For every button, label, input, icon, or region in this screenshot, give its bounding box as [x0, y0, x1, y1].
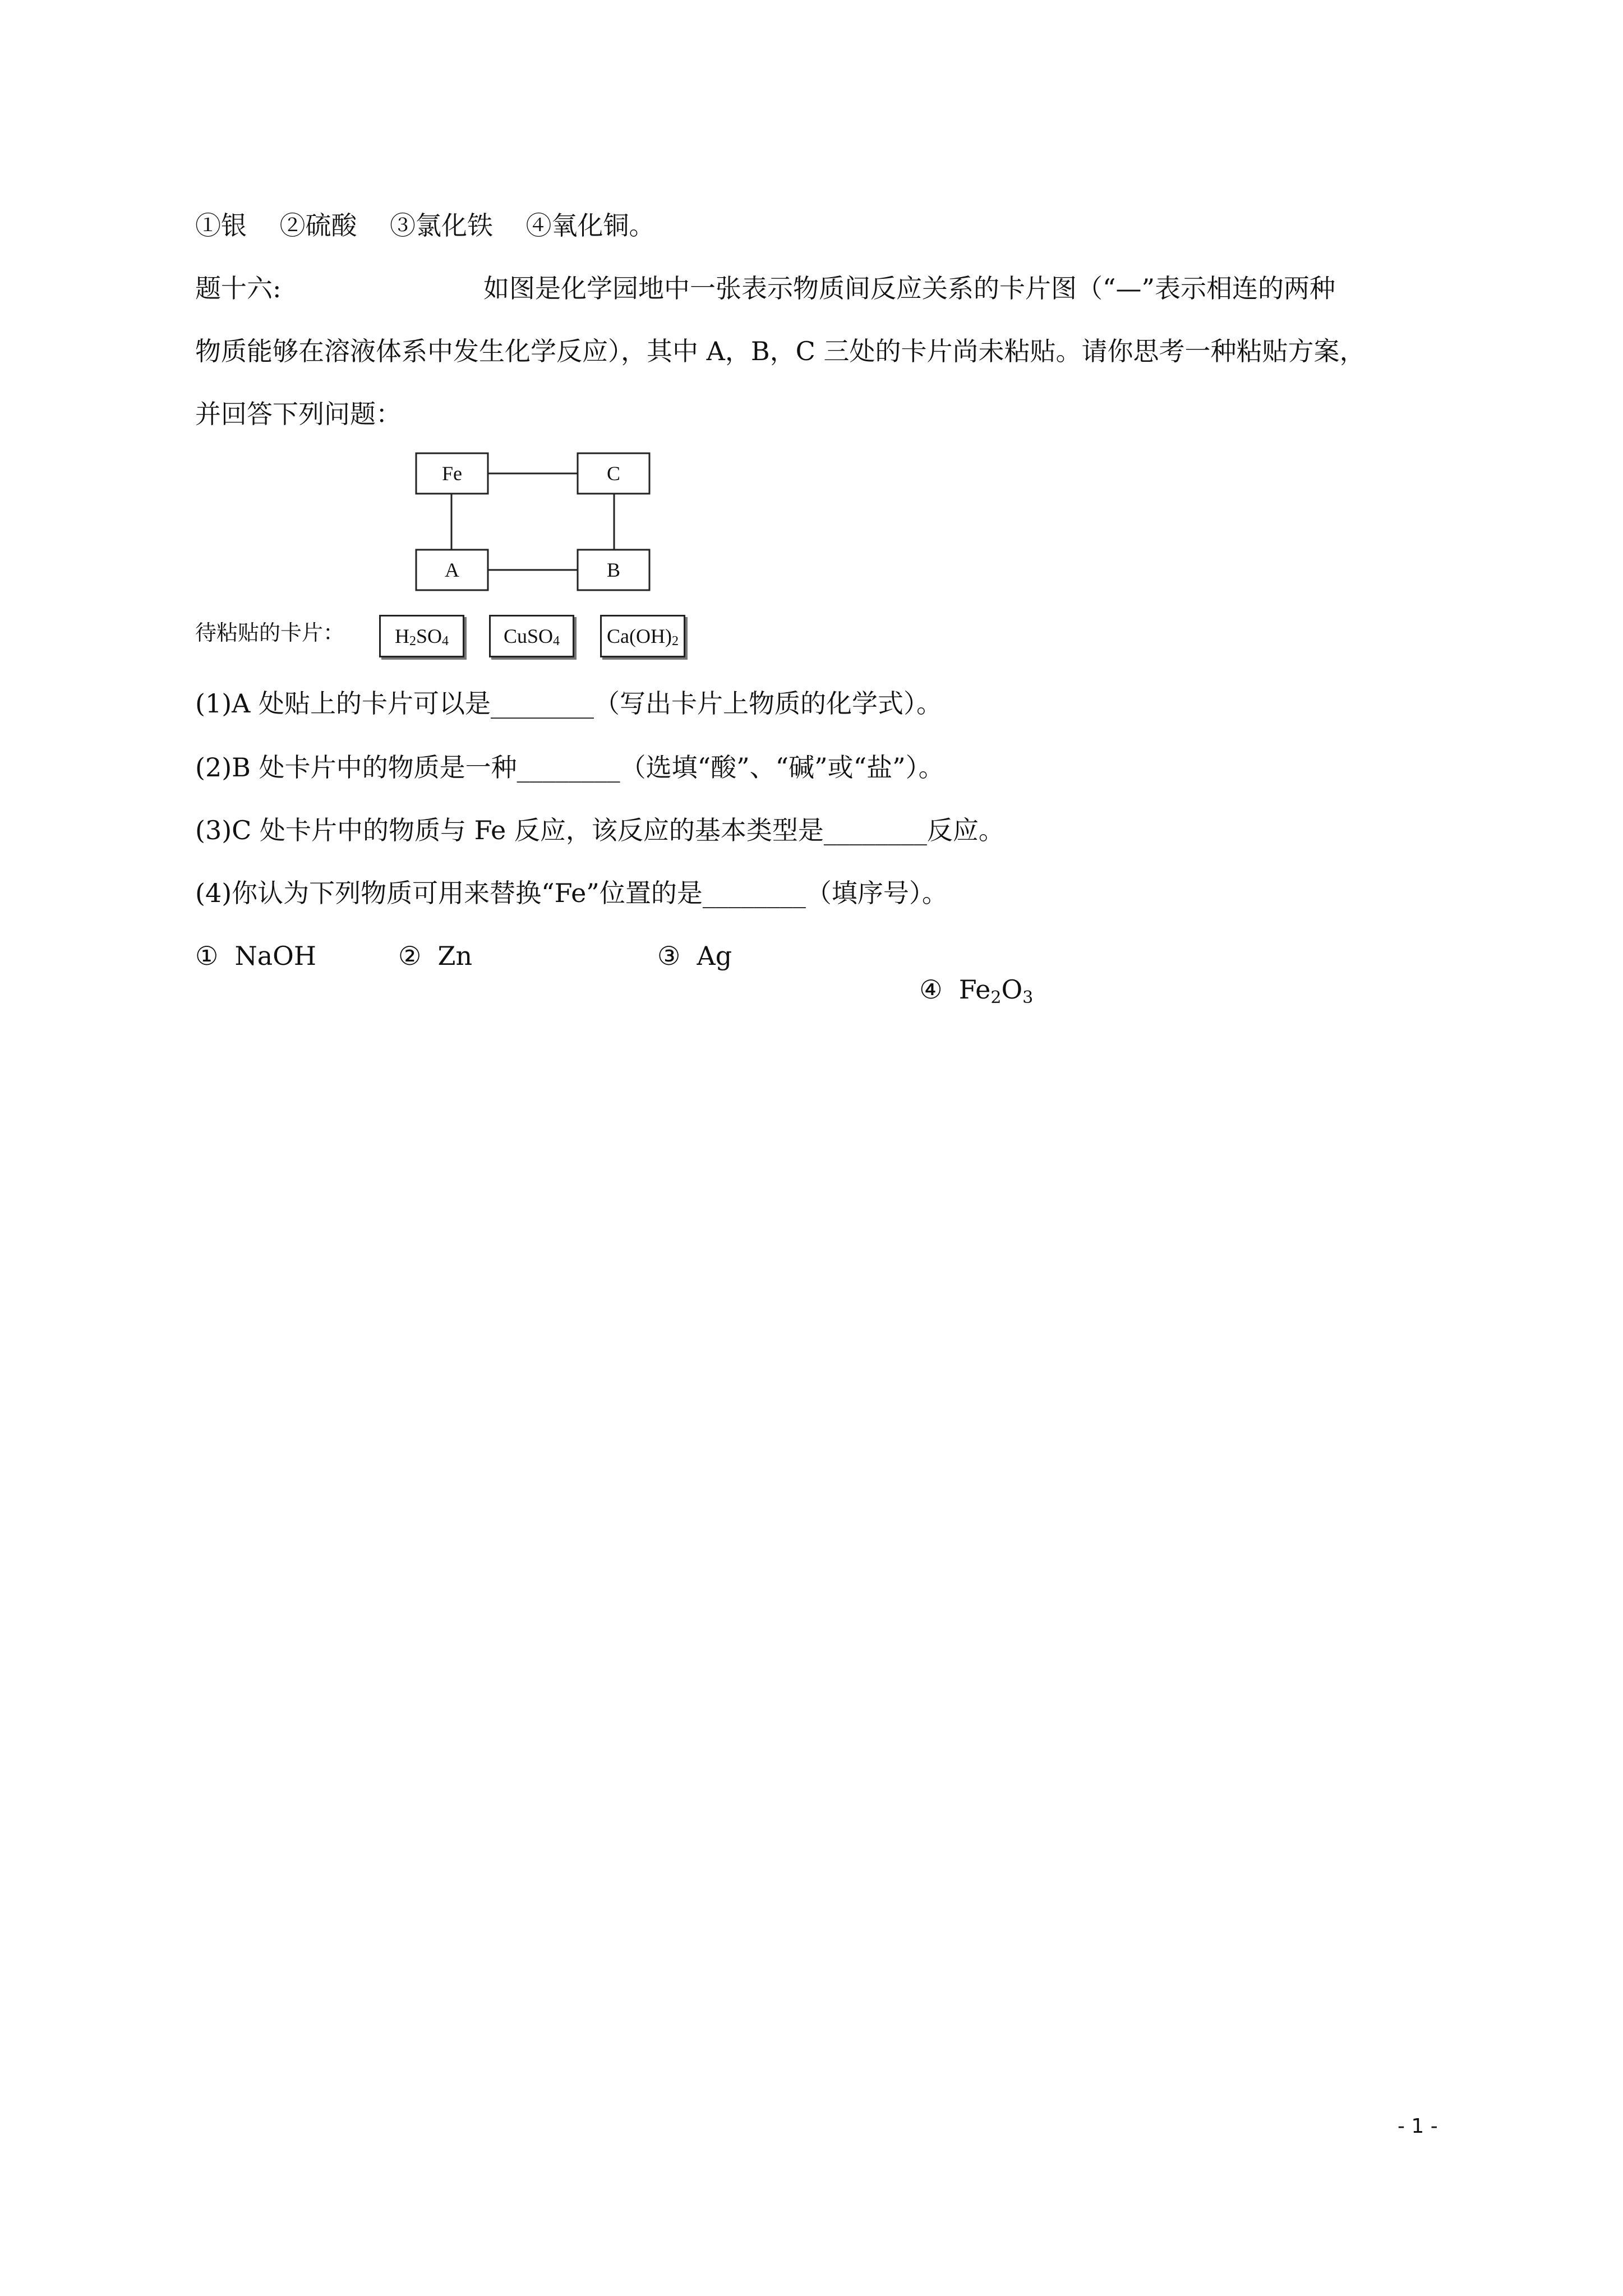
sub-question-1: (1)A 处贴上的卡片可以是________（写出卡片上物质的化学式）。	[195, 688, 943, 719]
question-text-line-3: 并回答下列问题：	[195, 399, 402, 429]
option-4: ④ $Fe_2O_3$	[919, 974, 1034, 1007]
diagram-label-b: B	[606, 559, 621, 581]
option-3: ③ Ag	[657, 941, 732, 971]
cards-label: 待粘贴的卡片：	[195, 620, 345, 645]
previous-options-line: ①银 ②硫酸 ③氯化铁 ④氧化铜。	[195, 210, 655, 241]
diagram-label-c: C	[606, 462, 621, 485]
reaction-diagram	[415, 449, 662, 595]
card-caoh2: $Ca(OH)_2$	[600, 615, 685, 657]
option-2: ② Zn	[398, 941, 473, 971]
diagram-label-fe: Fe	[442, 462, 462, 485]
question-text-line-2: 物质能够在溶液体系中发生化学反应），其中 A，B，C 三处的卡片尚未粘贴。请你思考一种粘贴方案，	[195, 336, 1366, 366]
card-h2so4: $H_2SO_4$	[379, 615, 464, 657]
question-text-line-1: 如图是化学园地中一张表示物质间反应关系的卡片图（“—”表示相连的两种	[483, 273, 1336, 303]
question-label: 题十六:	[195, 273, 282, 303]
diagram-label-a: A	[445, 559, 459, 581]
sub-question-2: (2)B 处卡片中的物质是一种________（选填“酸”、“碱”或“盐”）。	[195, 752, 944, 783]
option-1: ① NaOH	[195, 941, 316, 971]
page-number: - 1 -	[1398, 2115, 1438, 2138]
card-cuso4: CuSO$_4$	[489, 615, 574, 657]
sub-question-3: (3)C 处卡片中的物质与 Fe 反应，该反应的基本类型是________反应。	[195, 815, 1004, 845]
sub-question-4: (4)你认为下列物质可用来替换“Fe”位置的是________（填序号）。	[195, 878, 948, 908]
